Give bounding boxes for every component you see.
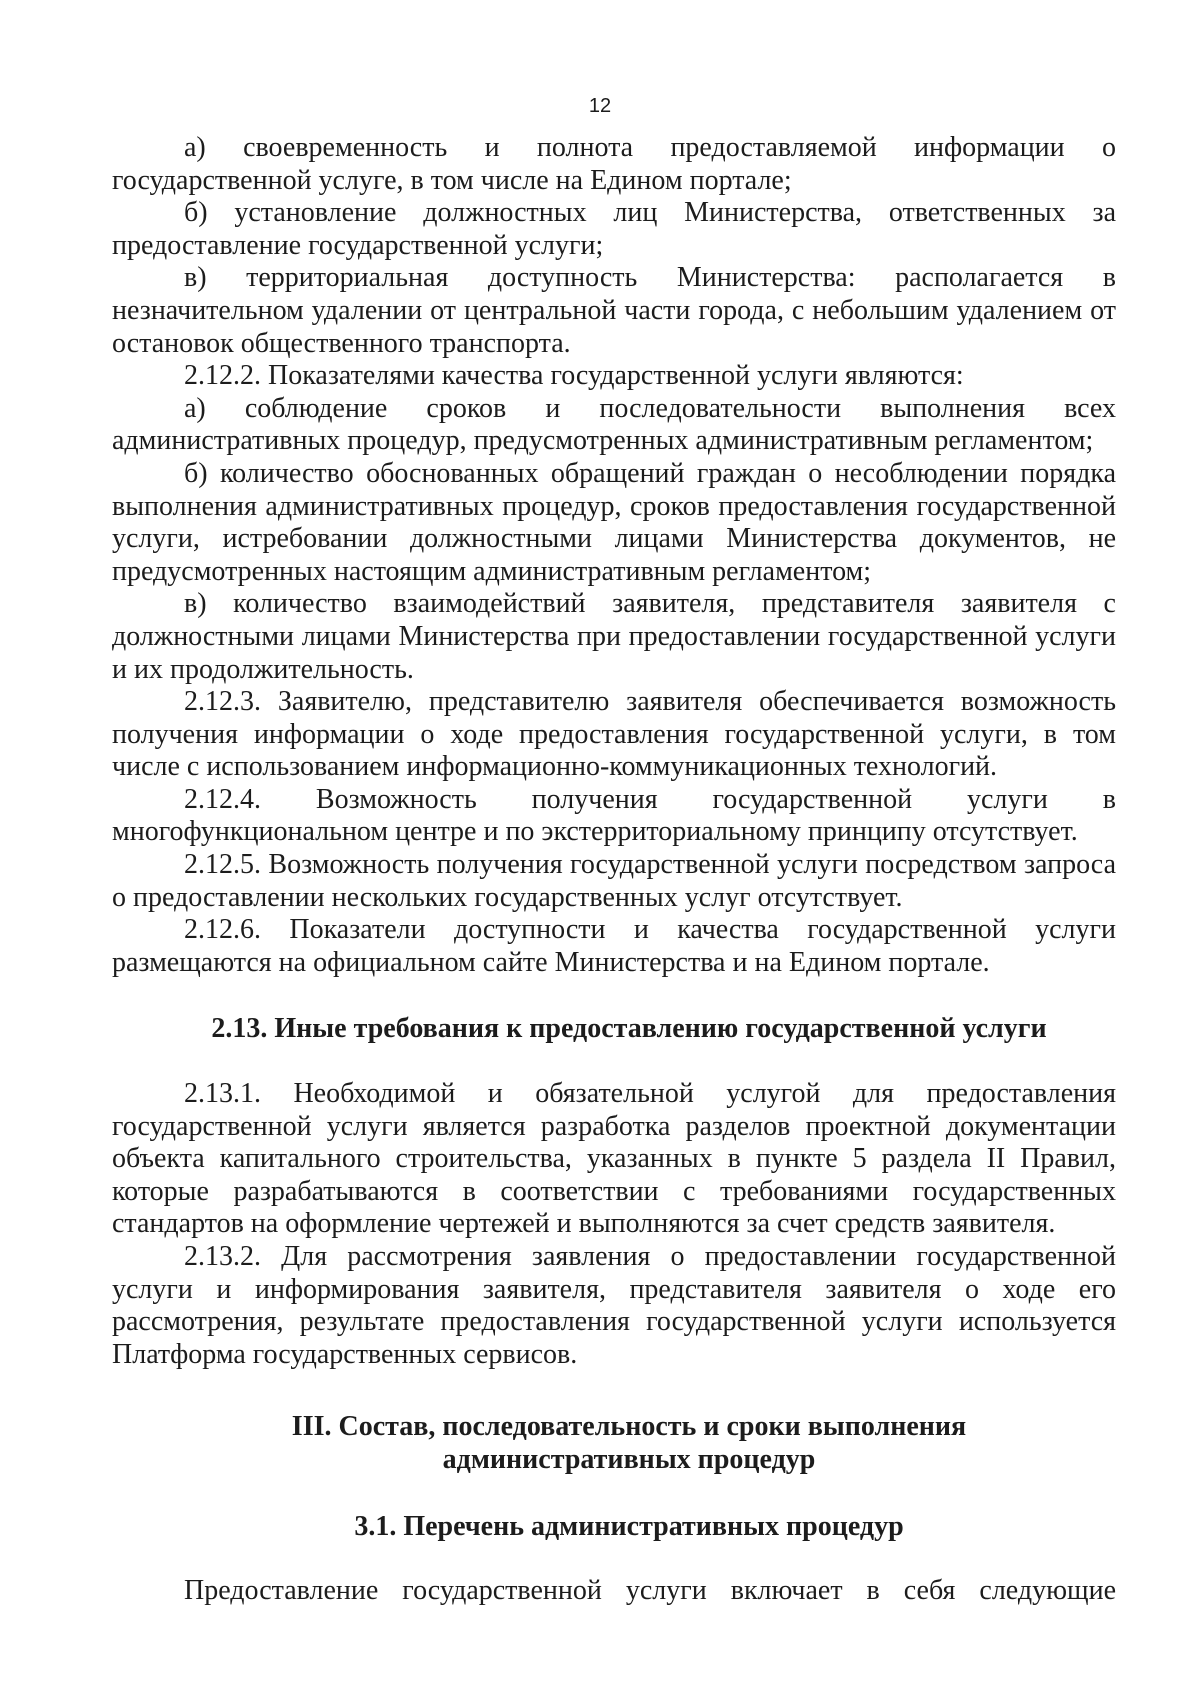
section-heading-3-line-2: административных процедур: [442, 1443, 816, 1475]
paragraph-2-12-2-v: в) количество взаимодействий заявителя, представителя заявителя с должностными лицами Министерства при предоставлении государственной услуги и их продолжительность.: [112, 588, 1116, 685]
paragraph-2-12-2-a: а) соблюдение сроков и последовательности выполнения всех административных процедур, предусмотренных административным регламентом;: [112, 392, 1116, 457]
section-heading-3-1: 3.1. Перечень административных процедур: [354, 1510, 904, 1542]
document-body: [112, 132, 1116, 1608]
paragraph-2-12-1-b: б) установление должностных лиц Министерства, ответственных за предоставление государственной услуги;: [112, 197, 1116, 261]
paragraph-2-12-6: 2.12.6. Показатели доступности и качества государственной услуги размещаются на официальном сайте Министерства и на Едином портале.: [112, 914, 1116, 978]
paragraph-2-12-2: 2.12.2. Показателями качества государственной услуги являются:: [184, 360, 964, 392]
paragraph-2-12-5: 2.12.5. Возможность получения государственной услуги посредством запроса о предоставлении нескольких государственных услуг отсутствует.: [112, 849, 1116, 913]
paragraph-2-13-1: 2.13.1. Необходимой и обязательной услугой для предоставления государственной услуги является разработка разделов проектной документации объекта капитального строительства, указанных в пункте 5 раздела II Правил, которые разрабатываются в соответствии с требованиями государственных стандартов на оформление чертежей и выполняются за счет средств заявителя.: [112, 1078, 1116, 1240]
paragraph-2-13-2: 2.13.2. Для рассмотрения заявления о предоставлении государственной услуги и информирования заявителя, представителя заявителя о ходе его рассмотрения, результате предоставления государственной услуги используется Платформа государственных сервисов.: [112, 1241, 1116, 1370]
paragraph-3-1-intro: Предоставление государственной услуги включает в себя следующие: [184, 1575, 1116, 1607]
section-heading-3-line-1: III. Состав, последовательность и сроки выполнения: [291, 1411, 967, 1443]
paragraph-2-12-1-a: а) своевременность и полнота предоставляемой информации о государственной услуге, в том числе на Едином портале;: [112, 132, 1116, 196]
section-heading-2-13: 2.13. Иные требования к предоставлению государственной услуги: [211, 1013, 1047, 1045]
page-number: 12: [588, 95, 612, 117]
paragraph-2-12-2-b: б) количество обоснованных обращений граждан о несоблюдении порядка выполнения административных процедур, сроков предоставления государственной услуги, истребовании должностными лицами Министерства документов, не предусмотренных настоящим административным регламентом;: [112, 457, 1116, 587]
section-heading-3: [112, 1411, 1116, 1476]
paragraph-2-12-3: 2.12.3. Заявителю, представителю заявителя обеспечивается возможность получения информации о ходе предоставления государственной услуги, в том числе с использованием информационно-коммуникационных технологий.: [112, 686, 1116, 783]
paragraph-2-12-4: 2.12.4. Возможность получения государственной услуги в многофункциональном центре и по экстерриториальному принципу отсутствует.: [112, 783, 1116, 848]
paragraph-2-12-1-v: в) территориальная доступность Министерства: располагается в незначительном удалении от центральной части города, с небольшим удалением от остановок общественного транспорта.: [112, 262, 1116, 359]
